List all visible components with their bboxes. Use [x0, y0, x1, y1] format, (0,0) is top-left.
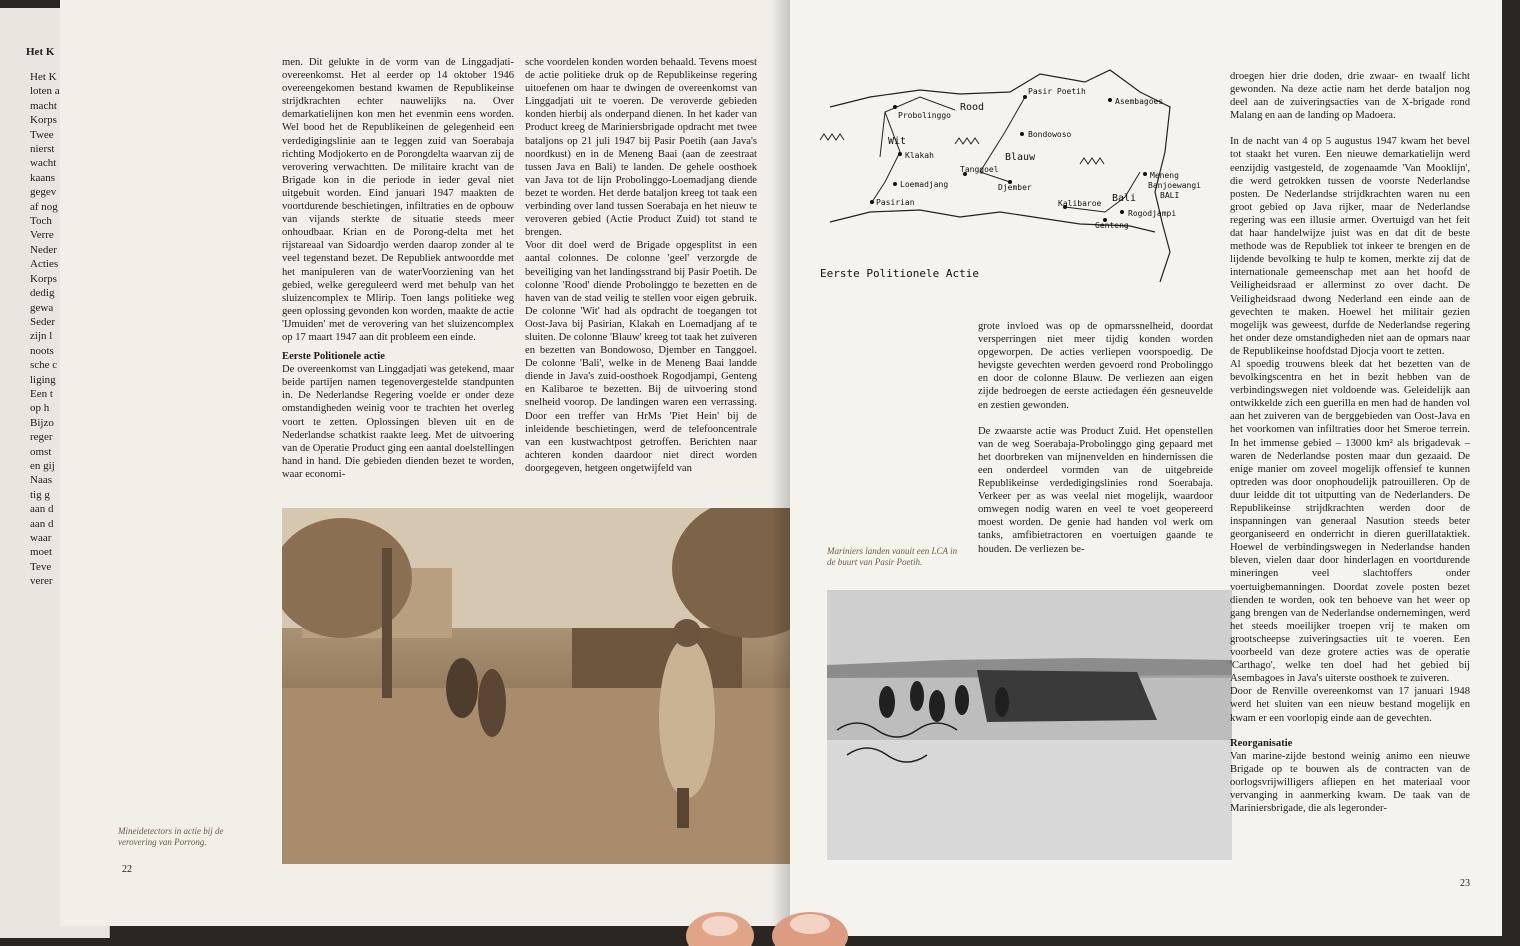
paragraph: Voor dit doel werd de Brigade opgesplitst in een aantal colonnes. De colonne 'geel' verzorgde de beveiliging van het landingsstrand bij Pasir Poetih. De colonne 'Rood' diende Probolinggo te bezetten en de haven van de stad veilig te stellen voor eigen gebruik. De colonne 'Wit' had als opdracht de toegangen tot Oost-Java bij Pasirian, Klakah en Loemadjang af te sluiten. De colonne 'Blauw' kreeg tot taak het zuiveren en bezetten van Bondowoso, Djember en Tanggoel. De colonne 'Bali', welke in de Meneng Baai landde diende in Java's zuid-oosthoek Rogodjampi, Genteng en Kalibaroe te bezetten. Bij de uitvoering stond snelheid voorop. De landingen waren een verrassing. Door een treffer van HrMs 'Piet Hein' bij de inleidende beschietingen, werd de telefooncentrale van een kustwachtpost getroffen. Berichten naar achteren konden daardoor niet direct worden doorgegeven, hetgeen ongetwijfeld van [525, 240, 757, 474]
underlying-page-line: macht [30, 99, 57, 112]
underlying-page-line: tig g [30, 488, 50, 501]
photo-landing-image [827, 590, 1232, 860]
underlying-page-line: Verre [30, 229, 54, 242]
underlying-page-line: Naas [30, 474, 52, 487]
underlying-page-line: omst [30, 445, 52, 458]
underlying-page-title: Het K [26, 46, 55, 58]
underlying-page-line: af nog [30, 200, 58, 213]
paragraph: De overeenkomst van Linggadjati was getekend, maar beide partijen namen tegenovergestelde standpunten in. De Nederlandse Regering voelde er onder deze omstandigheden weinig voor te trachten het overleg voort te zetten. Oplossingen bleven uit en de Nederlandse schatkist raakte leeg. Met de uitvoering van de Operatie Product ging een aantal doelstellingen hand in hand. Die gebieden dienden bezet te worden, waar economi- [282, 364, 514, 480]
underlying-page-line: liging [30, 373, 56, 386]
map-label: Blauw [1005, 152, 1036, 163]
paragraph: Van marine-zijde bestond weinig animo een nieuwe Brigade op te bouwen als de contracten van de oorlogsvrijwilligers afliepen en het materiaal voor vervanging in aanmerking kwam. De taak van de Mariniersbrigade, die als legeronder- [1230, 750, 1470, 815]
underlying-page-line: reger [30, 431, 53, 444]
map-label: Wit [888, 136, 907, 147]
underlying-page-line: verer [30, 575, 53, 588]
underlying-page-line: Toch [30, 215, 52, 228]
underlying-page-line: gewa [30, 301, 54, 314]
paragraph: droegen hier drie doden, drie zwaar- en twaalf licht gewonden. Na deze actie nam het derde bataljon nog deel aan de zuiveringsacties van de X-brigade rond Malang en aan de landing op Madoera. [1230, 71, 1470, 122]
map-label: Bondowoso [1028, 130, 1072, 139]
map-label: Meneng [1150, 171, 1179, 180]
page-number-left: 22 [122, 864, 132, 875]
paragraph: Door de Renville overeenkomst van 17 januari 1948 werd het sluiten van een nieuw bestand mogelijk en kwam er een voorlopig einde aan de gevechten. [1230, 686, 1470, 724]
underlying-page-line: en gij [30, 459, 55, 472]
photo-soldiers-mine-detectors [282, 508, 790, 864]
paragraph: In de nacht van 4 op 5 augustus 1947 kwam het bevel tot staakt het vuren. Een nieuwe demarkatielijn werd eenzijdig vastgesteld, de zogenaamde 'Van Mooklijn', die werd getrokken tussen de voorste Nederlandse posten. De Nederlandse strijdkrachten waren nu een groot gebied op Java rijker, maar de Nederlandse regering was een illusie armer. Overtuigd van het feit dat haar handelwijze juist was en dat dit de beste methode was de Republiek tot inkeer te brengen en de lijdende bevolking te hulp te komen, merkte zij dat de internationale gemeenschap met aan het hoofd de Veiligheidsraad er allerminst zo over dacht. De Veiligheidsraad dwong Nederland een einde aan de gevechten te maken. Hoewel het militair gezien mogelijk was geweest, durfde de Nederlandse regering het onder deze omstandigheden niet aan de opmars naar de Republikeinse hoofdstad Djocja voort te zetten. [1230, 136, 1470, 357]
paragraph: men. Dit gelukte in de vorm van de Linggadjati-overeenkomst. Het al eerder op 14 oktober 1946 overeengekomen bestand kwamen de Republikeinse strijdkrachten echter nauwelijks na. Over demarkatielijnen kon men het evenmin eens worden. Wel bood het de Republikeinen de gelegenheid een verdedigingslinie aan te leggen zuid van Soerabaja richting Modjokerto en de Porongdelta waarvan zij de verovering verwachtten. De militaire kracht van de Brigade kon in die periode in ieder geval niet uitgebuit worden. Eind januari 1947 maakten de voortdurende beschietingen, infiltraties en de opbouw van vijands sterkte de situatie steeds meer onhoudbaar. Krian en de Porong-delta met het rijstareaal van Sidoardjo werden daarop zonder al te veel tegenstand bezet. De Republiek antwoordde met het manipuleren van de waterVoorziening van het gebied, welke gereguleerd werd met behulp van het sluizencomplex te Mlirip. Toen langs politieke weg geen oplossing gevonden kon worden, maakte de actie 'IJmuiden' met de verovering van het sluizencomplex op 17 maart 1947 aan dit probleem een einde. [282, 57, 514, 343]
underlying-page-line: loten a [30, 85, 60, 98]
fingers-holding-book [680, 880, 850, 946]
paragraph: Al spoedig trouwens bleek dat het bezetten van de bevolkingscentra en het in bezit hebben van de verbindingswegen niet voldoende was. Geleidelijk aan ontwikkelde zich een guerilla en men had de handen vol aan het zuiveren van de berggebieden van Oost-Java en het voorkomen van infiltraties door het Smeroe terrein. In het immense gebied – 13000 km² als brigadevak – waren de Nederlandse posten maar dun gezaaid. De enige manier om zoveel mogelijk offensief te kunnen optreden was door onophoudelijk patrouilleren. Op de duur leidde dit tot uitputting van de Nederlanders. De Republikeinse strijdkrachten werden door de inspanningen van generaal Nasution steeds beter georganiseerd en onderricht in dieren guerillataktiek. Hoewel de verbindingswegen in Nederlandse handen bleven, vielen daar door hinderlagen en voortdurende mineringen veel slachtoffers onder voertuigbemanningen. Doordat zovele posten bezet dienden te worden, ook ten behoeve van het weer op gang brengen van de Nederlandse ondernemingen, werd het steeds moeilijker troepen vrij te maken om grootscheepse zuiveringsacties uit te voeren. Een voorbeeld van deze grotere acties was de operatie 'Carthago', welke ten doel had het gebied bij Asembagoes in Java's uiterste oosthoek te zuiveren. [1230, 358, 1470, 685]
underlying-page-line: Korps [30, 114, 57, 127]
underlying-page-line: kaans [30, 171, 56, 184]
underlying-page-line: zijn l [30, 330, 53, 343]
map-label: Asembagoes [1115, 97, 1164, 106]
map-east-java [810, 52, 1210, 292]
photo-soldiers-image [282, 508, 790, 864]
underlying-page-line: noots [30, 344, 54, 357]
underlying-page-line: gegev [30, 186, 57, 199]
paragraph: sche voordelen konden worden behaald. Tevens moest de actie politieke druk op de Republikeinse regering uitoefenen om haar te dwingen de overeenkomst van Linggadjati uit te voeren. De veroverde gebieden konden hierbij als onderpand dienen. In het kader van Product kreeg de Mariniersbrigade opdracht met twee bataljons op 21 juli 1947 bij Pasir Poetih (aan Java's noordkust) en in de Meneng Baai (aan de zeestraat tussen Java en Bali) te landen. De gehele oosthoek van Java tot de lijn Probolinggo-Loemadjang diende bezet te worden. Het derde bataljon kreeg tot taak een verbinding over land tussen Soerabaja en het nieuw te veroveren gebied (Actie Product Zuid) tot stand te brengen. [525, 57, 757, 239]
underlying-page-line: sche c [30, 359, 58, 372]
underlying-page-line: aan d [30, 517, 54, 530]
map-label: Tanggoel [960, 165, 999, 174]
underlying-page-line: nierst [30, 143, 55, 156]
section-heading: Reorganisatie [1230, 737, 1293, 749]
underlying-page-line: aan d [30, 503, 54, 516]
map-label: Pasir Poetih [1028, 87, 1086, 96]
map-label: Bali [1112, 193, 1137, 204]
map-label: Pasirian [876, 198, 915, 207]
left-column-2 [525, 56, 757, 475]
underlying-page-line: Teve [30, 560, 52, 573]
underlying-page-line: Acties [30, 258, 59, 271]
map-label: Rood [960, 102, 985, 113]
map-label: Banjoewangi [1148, 181, 1201, 190]
right-column-2 [1230, 70, 1470, 815]
underlying-page-line: moet [30, 546, 52, 559]
underlying-page-line: Het K [30, 71, 57, 83]
map-title: Eerste Politionele Actie [820, 267, 979, 280]
right-column-1 [978, 320, 1213, 556]
left-column-1 [282, 56, 514, 481]
underlying-page-line: Neder [30, 243, 57, 256]
map-label: Loemadjang [900, 180, 949, 189]
map-label: Klakah [905, 151, 934, 160]
left-page [60, 0, 790, 926]
page-number-right: 23 [1460, 878, 1470, 889]
map-label: Genteng [1095, 221, 1129, 230]
paragraph: De zwaarste actie was Product Zuid. Het openstellen van de weg Soerabaja-Probolinggo ging gepaard met het doorbreken van mijnenvelden en hindernissen die een onderdeel vormden van de uitgebreide Republikeinse verdedigingslinies rond Soerabaja. Verkeer per as was veelal niet mogelijk, waardoor omwegen nodig waren en veel te voet geopereerd moest worden. De genie had handen vol werk om tanks, amfibietractoren en voertuigen gaande te houden. De verliezen be- [978, 425, 1213, 555]
photo-caption-right: Mariniers landen vanuit een LCA in de buurt van Pasir Poetih. [827, 546, 958, 567]
right-page [790, 0, 1502, 936]
underlying-page-line: Bijzo [30, 416, 54, 429]
section-heading: Eerste Politionele actie [282, 351, 385, 363]
underlying-page-line: Seder [30, 315, 56, 328]
underlying-page-line: wacht [30, 157, 57, 170]
map-label: Djember [998, 183, 1032, 192]
underlying-page-line: Twee [30, 128, 54, 141]
paragraph: grote invloed was op de opmarssnelheid, doordat versperringen niet meer tijdig konden worden opgeworpen. De acties verliepen voorspoedig. De hevigste gevechten werden gevoerd rond Probolinggo en door de colonne Blauw. De verliezen aan eigen zijde bedroegen de eerste actiedagen één gesneuvelde en zestien gewonden. [978, 321, 1213, 411]
photo-landing-craft [827, 590, 1232, 860]
map-label: Kalibaroe [1058, 199, 1102, 208]
underlying-page-line: Een t [30, 387, 53, 400]
underlying-page-line: waar [30, 532, 52, 544]
map-label: Rogodjampi [1128, 209, 1177, 218]
photo-caption-left: Mineidetectors in actie bij de verovering van Porrong. [118, 826, 224, 847]
map-label: Probolinggo [898, 111, 951, 120]
map-label: BALI [1160, 191, 1180, 200]
underlying-page-line: op h [30, 402, 50, 415]
underlying-page-line: Korps [30, 272, 57, 285]
underlying-page-line: dedig [30, 287, 55, 300]
